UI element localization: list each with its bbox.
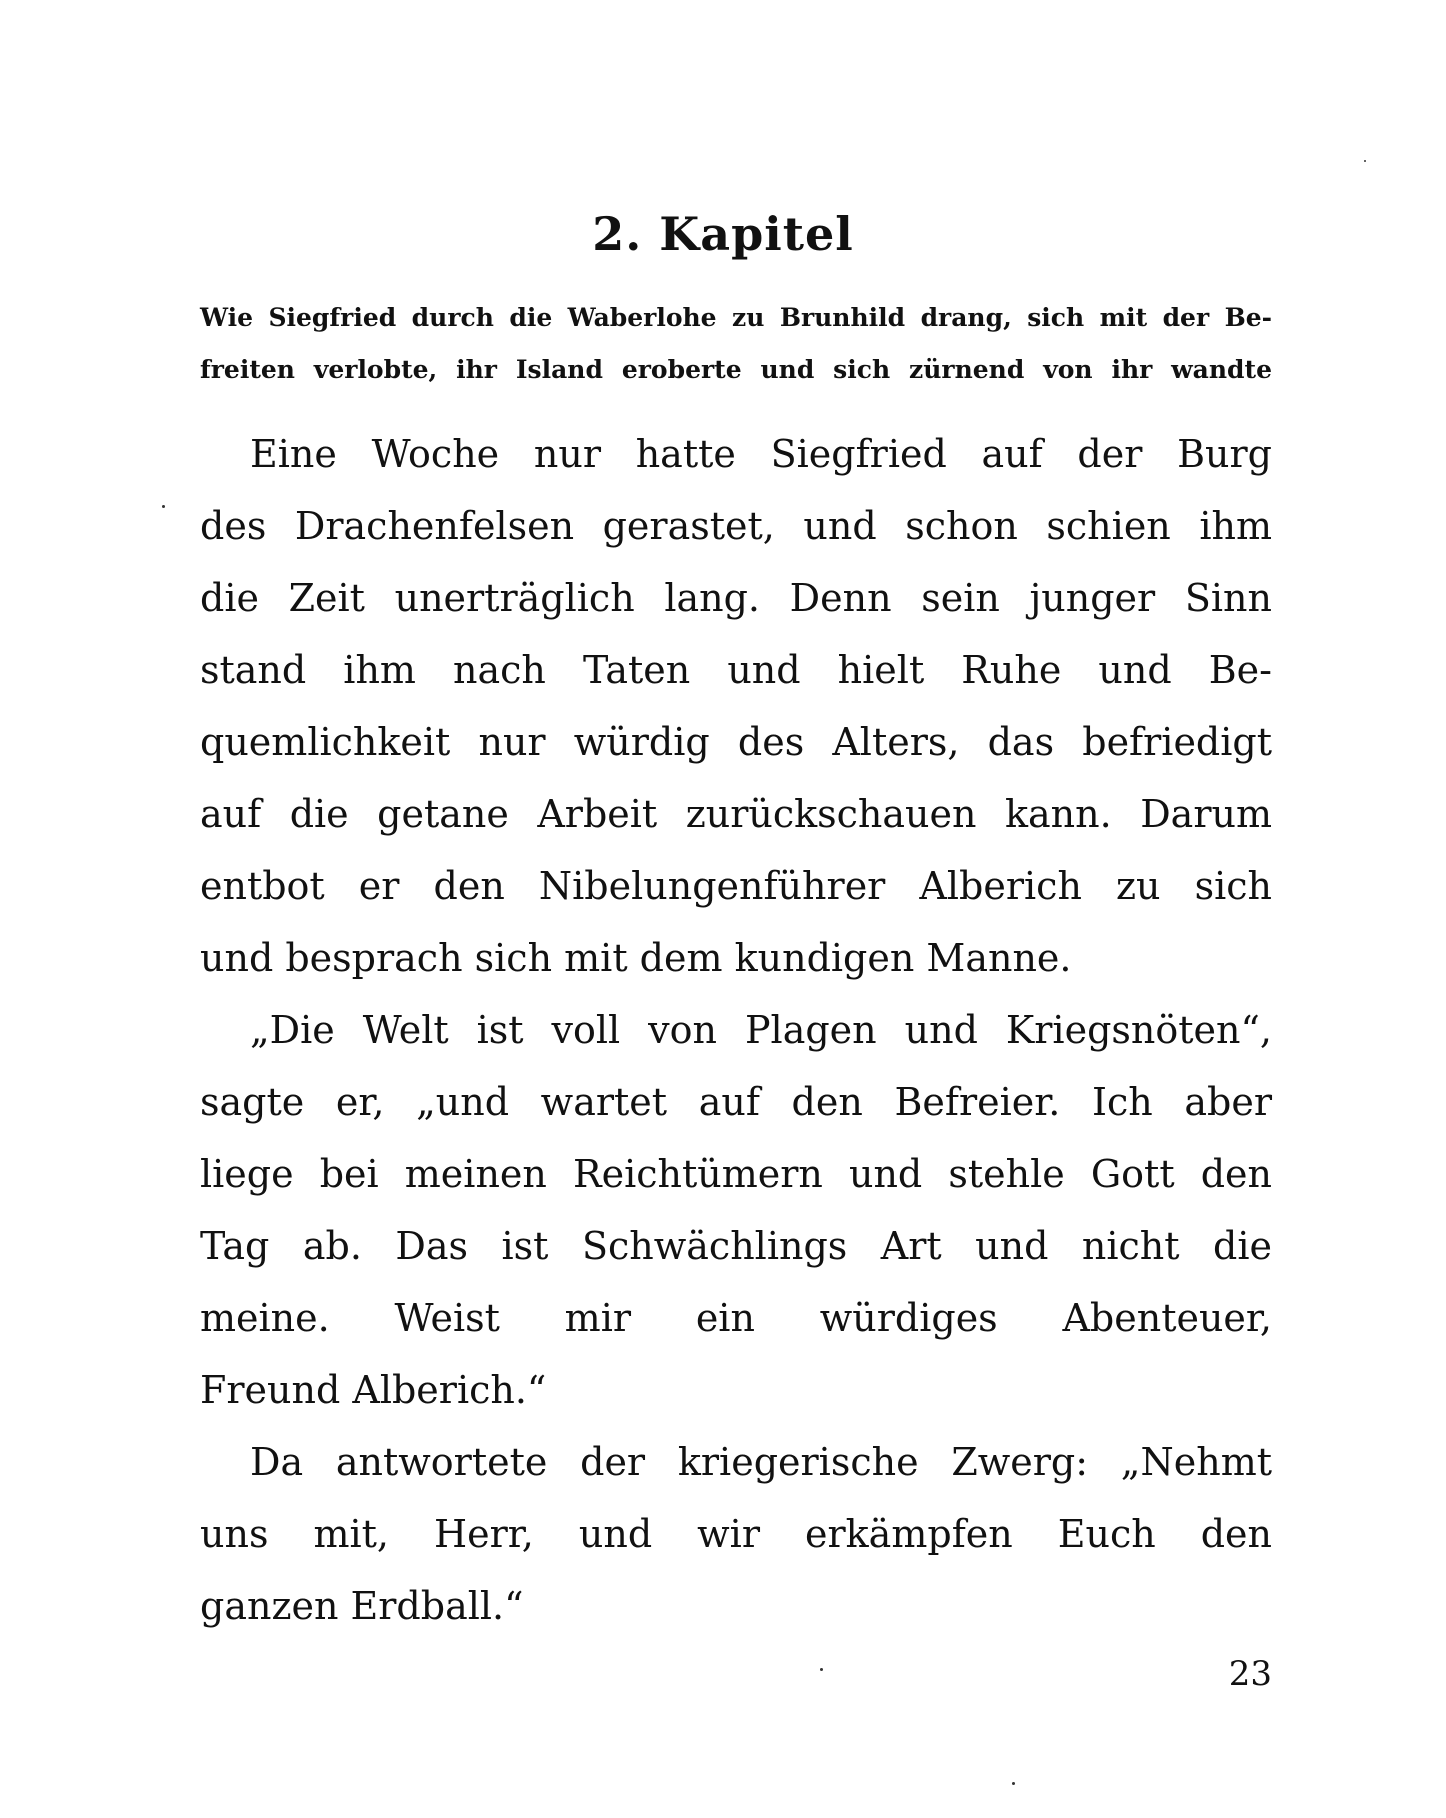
scan-speck	[162, 505, 165, 508]
text-line: sagte er, „und wartet auf den Befreier. Ich aber	[200, 1080, 1272, 1124]
text-line: Da antwortete der kriegerische Zwerg: „Nehmt	[250, 1440, 1272, 1484]
scan-speck	[820, 1668, 823, 1671]
text-line: meine. Weist mir ein würdiges Abenteuer,	[200, 1296, 1272, 1340]
text-line: und besprach sich mit dem kundigen Manne.	[200, 936, 1072, 980]
text-line: auf die getane Arbeit zurückschauen kann. Darum	[200, 792, 1272, 836]
text-line: stand ihm nach Taten und hielt Ruhe und Be-	[200, 648, 1272, 692]
text-line: quemlichkeit nur würdig des Alters, das befriedigt	[200, 720, 1272, 764]
text-line: Eine Woche nur hatte Siegfried auf der Burg	[250, 432, 1272, 476]
text-line: Freund Alberich.“	[200, 1368, 547, 1412]
summary-line: freiten verlobte, ihr Island eroberte und sich zürnend von ihr wandte	[200, 355, 1272, 384]
text-line: entbot er den Nibelungenführer Alberich zu sich	[200, 864, 1272, 908]
text-line: ganzen Erdball.“	[200, 1584, 524, 1628]
text-line: die Zeit unerträglich lang. Denn sein junger Sinn	[200, 576, 1272, 620]
chapter-summary	[200, 292, 1272, 396]
text-line: des Drachenfelsen gerastet, und schon schien ihm	[200, 504, 1272, 548]
summary-line: Wie Siegfried durch die Waberlohe zu Brunhild drang, sich mit der Be-	[200, 303, 1272, 332]
text-line: liege bei meinen Reichtümern und stehle Gott den	[200, 1152, 1272, 1196]
scan-speck	[1012, 1782, 1015, 1785]
text-line: uns mit, Herr, und wir erkämpfen Euch den	[200, 1512, 1272, 1556]
scan-speck	[1364, 160, 1366, 162]
body-text	[200, 418, 1272, 1642]
text-line: „Die Welt ist voll von Plagen und Kriegsnöten“,	[250, 1008, 1272, 1052]
page-number: 23	[1228, 1654, 1272, 1694]
chapter-title: 2. Kapitel	[592, 207, 854, 261]
text-line: Tag ab. Das ist Schwächlings Art und nicht die	[200, 1224, 1272, 1268]
